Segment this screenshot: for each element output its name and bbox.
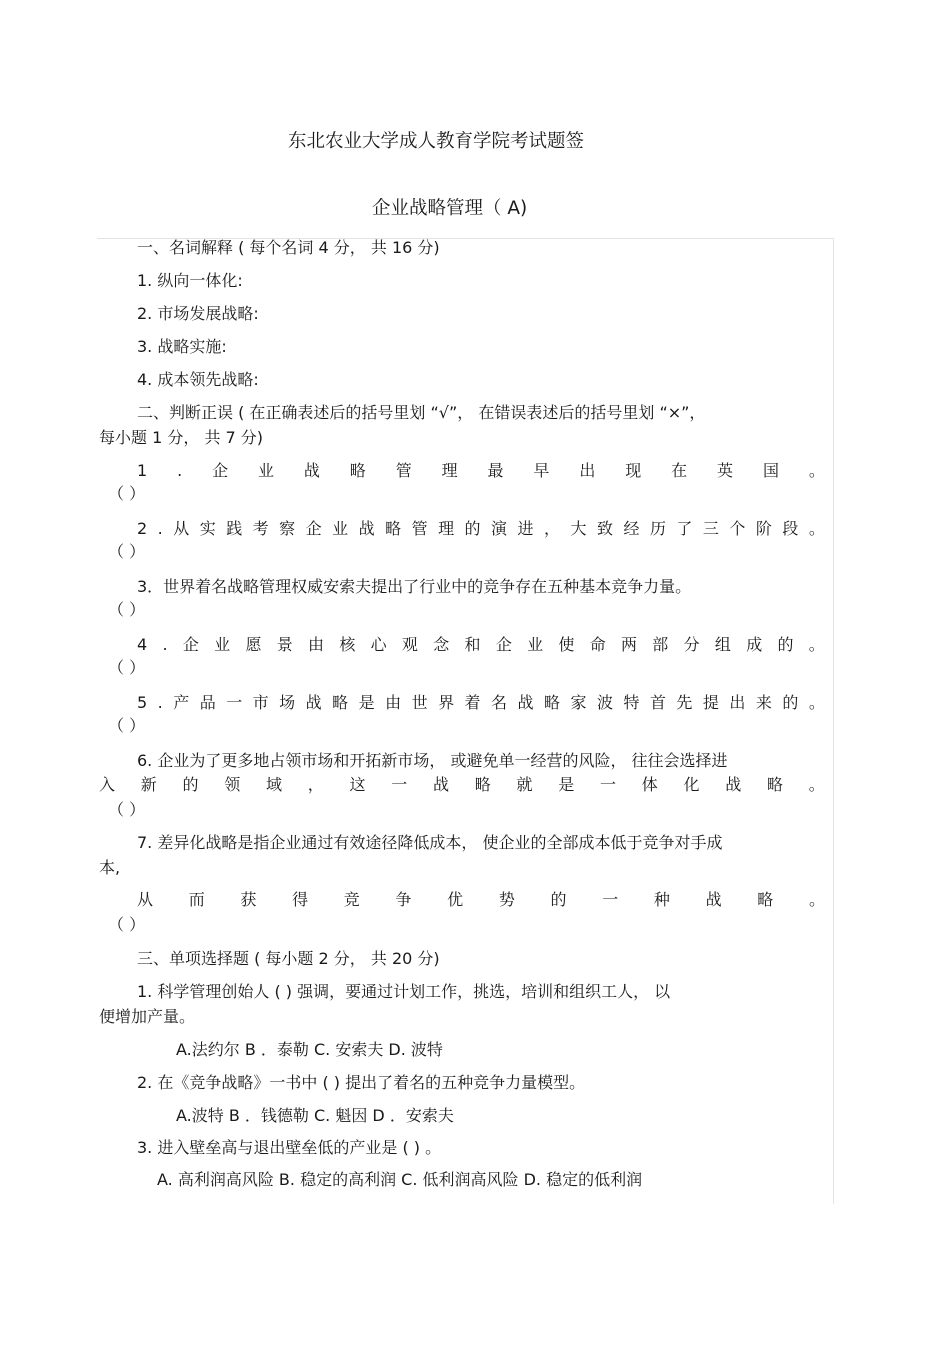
justified-char: 英: [717, 461, 734, 480]
justified-char: 致: [596, 519, 613, 538]
justified-char: .: [157, 519, 163, 538]
justified-char: 战: [433, 775, 450, 794]
mc-question-2: 2. 在《竞争战略》一书中 ( ) 提出了着名的五种竞争力量模型。: [137, 1073, 586, 1092]
justified-char: 进: [517, 519, 534, 538]
justified-char: 是: [558, 775, 575, 794]
justified-char: 理: [441, 461, 458, 480]
justified-char: 战: [517, 693, 534, 712]
justified-char: 势: [498, 890, 515, 909]
justified-char: 使: [558, 635, 575, 654]
justified-char: ，: [307, 775, 324, 794]
justified-char: .: [157, 693, 163, 712]
section-1-item-4: 4. 成本领先战略:: [137, 370, 259, 389]
tf-question-3: 3．世界着名战略管理权威安索夫提出了行业中的竞争存在五种基本竞争力量。: [137, 577, 692, 596]
section-1-item-2: 2. 市场发展战略:: [137, 304, 259, 323]
mc-question-3-options: A. 高利润高风险 B. 稳定的高利润 C. 低利润高风险 D. 稳定的低利润: [157, 1170, 643, 1189]
justified-char: 得: [292, 890, 309, 909]
justified-char: 企: [182, 635, 199, 654]
justified-char: 1: [137, 461, 148, 480]
justified-char: 历: [649, 519, 666, 538]
justified-char: 略: [544, 693, 561, 712]
justified-char: 最: [487, 461, 504, 480]
school-title: 东北农业大学成人教育学院考试题签: [288, 131, 585, 152]
justified-char: 观: [401, 635, 418, 654]
justified-char: 来: [755, 693, 772, 712]
justified-char: 略: [332, 693, 349, 712]
justified-char: 两: [621, 635, 638, 654]
justified-char: 市: [252, 693, 269, 712]
tf-answer-paren-6: （ ）: [108, 800, 146, 819]
justified-char: 入: [99, 775, 116, 794]
justified-char: 名: [491, 693, 508, 712]
justified-char: 略: [385, 519, 402, 538]
justified-char: 景: [276, 635, 293, 654]
justified-char: 。: [808, 693, 825, 712]
justified-char: 着: [464, 693, 481, 712]
justified-char: 竞: [343, 890, 360, 909]
mc-question-1-line-1: 1. 科学管理创始人 ( ) 强调，要通过计划工作，挑选，培训和组织工人， 以: [137, 982, 671, 1001]
justified-char: 略: [474, 775, 491, 794]
justified-char: 分: [683, 635, 700, 654]
justified-char: 这: [349, 775, 366, 794]
justified-char: 种: [653, 890, 670, 909]
justified-char: .: [162, 635, 168, 654]
mc-question-2-options: A.波特 B ．钱德勒 C. 魁因 D ．安索夫: [176, 1106, 454, 1125]
tf-answer-paren-7: （ ）: [108, 915, 146, 934]
justified-char: 国: [762, 461, 779, 480]
justified-char: 从: [137, 890, 154, 909]
justified-char: 战: [303, 461, 320, 480]
justified-char: 三: [702, 519, 719, 538]
section-2-heading-line-1: 二、判断正误 ( 在正确表述后的括号里划 “√”， 在错误表述后的括号里划 “×”，: [137, 403, 706, 422]
justified-char: 新: [140, 775, 157, 794]
justified-char: 践: [226, 519, 243, 538]
justified-char: 愿: [245, 635, 262, 654]
justified-char: 一: [391, 775, 408, 794]
justified-char: 5: [137, 693, 148, 712]
justified-char: 。: [808, 775, 825, 794]
justified-char: 家: [570, 693, 587, 712]
tf-answer-paren-1: （ ）: [108, 484, 146, 503]
justified-char: 了: [676, 519, 693, 538]
justified-char: 阶: [755, 519, 772, 538]
tf-answer-paren-5: （ ）: [108, 716, 146, 735]
justified-char: 企: [212, 461, 229, 480]
justified-char: 域: [266, 775, 283, 794]
course-title: 企业战略管理（ A): [372, 198, 528, 219]
justified-char: ，: [544, 519, 561, 538]
mc-question-1-options: A.法约尔 B ．泰勒 C. 安索夫 D. 波特: [176, 1040, 443, 1059]
justified-char: 核: [339, 635, 356, 654]
justified-char: 一: [602, 890, 619, 909]
justified-char: 的: [182, 775, 199, 794]
justified-char: 战: [725, 775, 742, 794]
justified-char: 战: [358, 519, 375, 538]
justified-char: 先: [676, 693, 693, 712]
justified-char: 产: [173, 693, 190, 712]
justified-char: 业: [332, 519, 349, 538]
justified-char: 争: [395, 890, 412, 909]
justified-char: 察: [279, 519, 296, 538]
justified-char: 由: [385, 693, 402, 712]
justified-char: 出: [729, 693, 746, 712]
tf-question-6-line-2: [99, 775, 825, 795]
justified-char: 获: [240, 890, 257, 909]
section-2-heading-line-2: 每小题 1 分， 共 7 分): [99, 428, 264, 447]
tf-question-1: [137, 461, 825, 481]
justified-char: 的: [777, 635, 794, 654]
justified-char: 现: [625, 461, 642, 480]
tf-answer-paren-4: （ ）: [108, 658, 146, 677]
justified-char: 战: [705, 890, 722, 909]
justified-char: 管: [395, 461, 412, 480]
justified-char: 在: [671, 461, 688, 480]
justified-char: 。: [808, 635, 825, 654]
tf-question-6-line-1: 6. 企业为了更多地占领市场和开拓新市场， 或避免单一经营的风险， 往往会选择进: [137, 751, 728, 770]
justified-char: 的: [782, 693, 799, 712]
mc-question-1-line-2: 便增加产量。: [99, 1007, 196, 1026]
justified-char: 2: [137, 519, 148, 538]
justified-char: 业: [214, 635, 231, 654]
justified-char: 企: [305, 519, 322, 538]
justified-char: 战: [305, 693, 322, 712]
tf-question-4: [137, 635, 825, 655]
justified-char: 考: [252, 519, 269, 538]
justified-char: 首: [649, 693, 666, 712]
justified-char: 而: [188, 890, 205, 909]
justified-char: 心: [370, 635, 387, 654]
justified-char: 领: [224, 775, 241, 794]
justified-char: 化: [683, 775, 700, 794]
justified-char: 。: [808, 890, 825, 909]
justified-char: 理: [438, 519, 455, 538]
justified-char: 优: [447, 890, 464, 909]
justified-char: 的: [464, 519, 481, 538]
justified-char: 命: [589, 635, 606, 654]
justified-char: 早: [533, 461, 550, 480]
justified-char: 业: [527, 635, 544, 654]
justified-char: 品: [199, 693, 216, 712]
justified-char: 界: [438, 693, 455, 712]
justified-char: 组: [714, 635, 731, 654]
tf-question-2: [137, 519, 825, 539]
justified-char: 演: [491, 519, 508, 538]
justified-char: 。: [808, 461, 825, 480]
justified-char: 略: [767, 775, 784, 794]
section-1-item-3: 3. 战略实施:: [137, 337, 227, 356]
justified-char: 是: [358, 693, 375, 712]
justified-char: 实: [199, 519, 216, 538]
justified-char: 4: [137, 635, 148, 654]
justified-char: 出: [579, 461, 596, 480]
justified-char: 。: [808, 519, 825, 538]
justified-char: 念: [433, 635, 450, 654]
justified-char: 和: [464, 635, 481, 654]
justified-char: 管: [411, 519, 428, 538]
justified-char: 经: [623, 519, 640, 538]
justified-char: 体: [641, 775, 658, 794]
tf-question-7-line-1: 7. 差异化战略是指企业通过有效途径降低成本， 使企业的全部成本低于竞争对手成: [137, 833, 723, 852]
justified-char: 特: [623, 693, 640, 712]
justified-char: 一: [600, 775, 617, 794]
section-1-item-1: 1. 纵向一体化:: [137, 271, 243, 290]
justified-char: 从: [173, 519, 190, 538]
justified-char: 由: [308, 635, 325, 654]
justified-char: 部: [652, 635, 669, 654]
justified-char: 成: [746, 635, 763, 654]
justified-char: 场: [279, 693, 296, 712]
tf-answer-paren-3: （ ）: [108, 600, 146, 619]
justified-char: 就: [516, 775, 533, 794]
justified-char: 世: [411, 693, 428, 712]
justified-char: 略: [757, 890, 774, 909]
justified-char: 大: [570, 519, 587, 538]
justified-char: 段: [782, 519, 799, 538]
section-3-heading: 三、单项选择题 ( 每小题 2 分， 共 20 分): [137, 949, 440, 968]
justified-char: 企: [495, 635, 512, 654]
justified-char: 业: [257, 461, 274, 480]
justified-char: 提: [702, 693, 719, 712]
justified-char: 波: [596, 693, 613, 712]
tf-question-5: [137, 693, 825, 713]
justified-char: 一: [226, 693, 243, 712]
tf-answer-paren-2: （ ）: [108, 542, 146, 561]
justified-char: 个: [729, 519, 746, 538]
justified-char: 略: [349, 461, 366, 480]
tf-question-7-line-3: [137, 890, 825, 910]
tf-question-7-line-2: 本,: [99, 858, 121, 877]
section-1-heading: 一、名词解释 ( 每个名词 4 分， 共 16 分): [137, 238, 440, 257]
justified-char: 的: [550, 890, 567, 909]
mc-question-3: 3. 进入壁垒高与退出壁垒低的产业是 ( ) 。: [137, 1138, 442, 1157]
justified-char: .: [177, 461, 183, 480]
